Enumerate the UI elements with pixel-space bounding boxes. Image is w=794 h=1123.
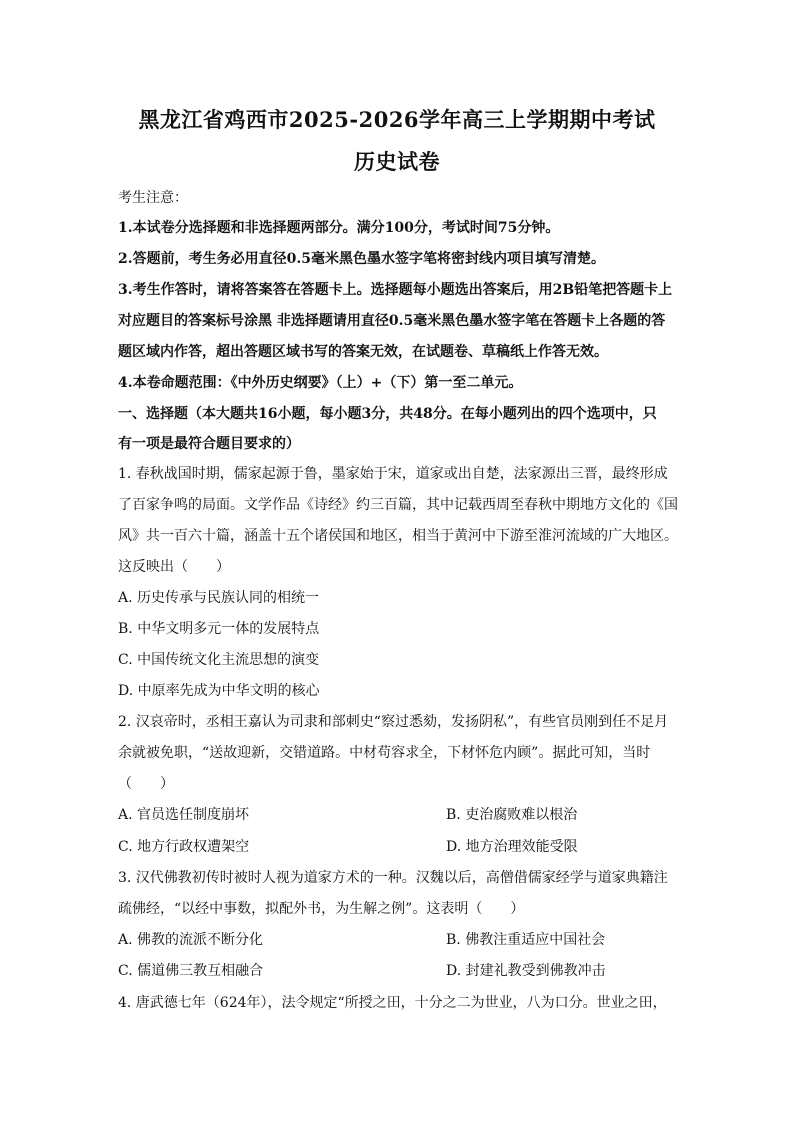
question-1-option-b: B. 中华文明多元一体的发展特点	[118, 621, 320, 637]
notice-item-4: 4.本卷命题范围：《中外历史纲要》（上）+（下）第一至二单元。	[118, 375, 523, 391]
question-3-option-b: B. 佛教注重适应中国社会	[446, 932, 606, 948]
exam-subject-title: 历史试卷	[354, 149, 440, 174]
exam-title: 黑龙江省鸡西市2025-2026学年高三上学期期中考试	[138, 107, 656, 132]
question-2-option-a: A. 官员选任制度崩坏	[118, 807, 250, 823]
question-1-option-a: A. 历史传承与民族认同的相统一	[118, 590, 320, 606]
section-heading-line-1: 一、选择题（本大题共16小题，每小题3分，共48分。在每小题列出的四个选项中，只	[118, 406, 657, 422]
notice-item-1: 1.本试卷分选择题和非选择题两部分。满分100分，考试时间75分钟。	[118, 220, 560, 236]
question-2-line-3: （ ）	[118, 776, 174, 792]
notice-item-3-line-1: 3.考生作答时，请将答案答在答题卡上。选择题每小题选出答案后，用2B铅笔把答题卡上	[118, 282, 673, 298]
question-3-line-2: 疏佛经，“以经中事数，拟配外书，为生解之例”。这表明（ ）	[118, 901, 525, 917]
question-3-option-d: D. 封建礼教受到佛教冲击	[446, 963, 606, 979]
section-heading-line-2: 有一项是最符合题目要求的）	[118, 436, 300, 452]
question-2-line-2: 余就被免职，“送故迎新，交错道路。中材苟容求全，下材怀危内顾”。据此可知，当时	[118, 745, 651, 761]
notice-item-3-line-2: 对应题目的答案标号涂黑 非选择题请用直径0.5毫米黑色墨水签字笔在答题卡上各题的答	[118, 313, 666, 329]
notice-item-2: 2.答题前，考生务必用直径0.5毫米黑色墨水签字笔将密封线内项目填写清楚。	[118, 251, 605, 267]
question-3-option-c: C. 儒道佛三教互相融合	[118, 963, 264, 979]
question-2-option-b: B. 吏治腐败难以根治	[446, 807, 578, 823]
question-1-line-3: 风》共一百六十篇，涵盖十五个诸侯国和地区，相当于黄河中下游至淮河流域的广大地区。	[118, 528, 678, 544]
question-1-option-c: C. 中国传统文化主流思想的演变	[118, 652, 320, 668]
question-1-line-2: 了百家争鸣的局面。文学作品《诗经》约三百篇，其中记载西周至春秋中期地方文化的《国	[118, 497, 678, 513]
question-3-line-1: 3. 汉代佛教初传时被时人视为道家方术的一种。汉魏以后，高僧借儒家经学与道家典籍注	[118, 870, 668, 886]
question-2-option-c: C. 地方行政权遭架空	[118, 839, 250, 855]
question-1-line-1: 1. 春秋战国时期，儒家起源于鲁，墨家始于宋，道家或出自楚，法家源出三晋，最终形成	[118, 466, 668, 482]
notice-heading: 考生注意：	[118, 190, 188, 206]
question-1-line-4: 这反映出（ ）	[118, 559, 230, 575]
question-2-option-d: D. 地方治理效能受限	[446, 839, 578, 855]
question-3-option-a: A. 佛教的流派不断分化	[118, 932, 264, 948]
question-1-option-d: D. 中原率先成为中华文明的核心	[118, 683, 320, 699]
question-4-line-1: 4. 唐武德七年（624年），法令规定“所授之田，十分之二为世业，八为口分。世业之田，	[118, 995, 667, 1011]
notice-item-3-line-3: 题区域内作答，超出答题区域书写的答案无效，在试题卷、草稿纸上作答无效。	[118, 344, 608, 360]
question-2-line-1: 2. 汉哀帝时，丞相王嘉认为司隶和部刺史“察过悉劾，发扬阴私”，有些官员刚到任不足月	[118, 714, 669, 730]
